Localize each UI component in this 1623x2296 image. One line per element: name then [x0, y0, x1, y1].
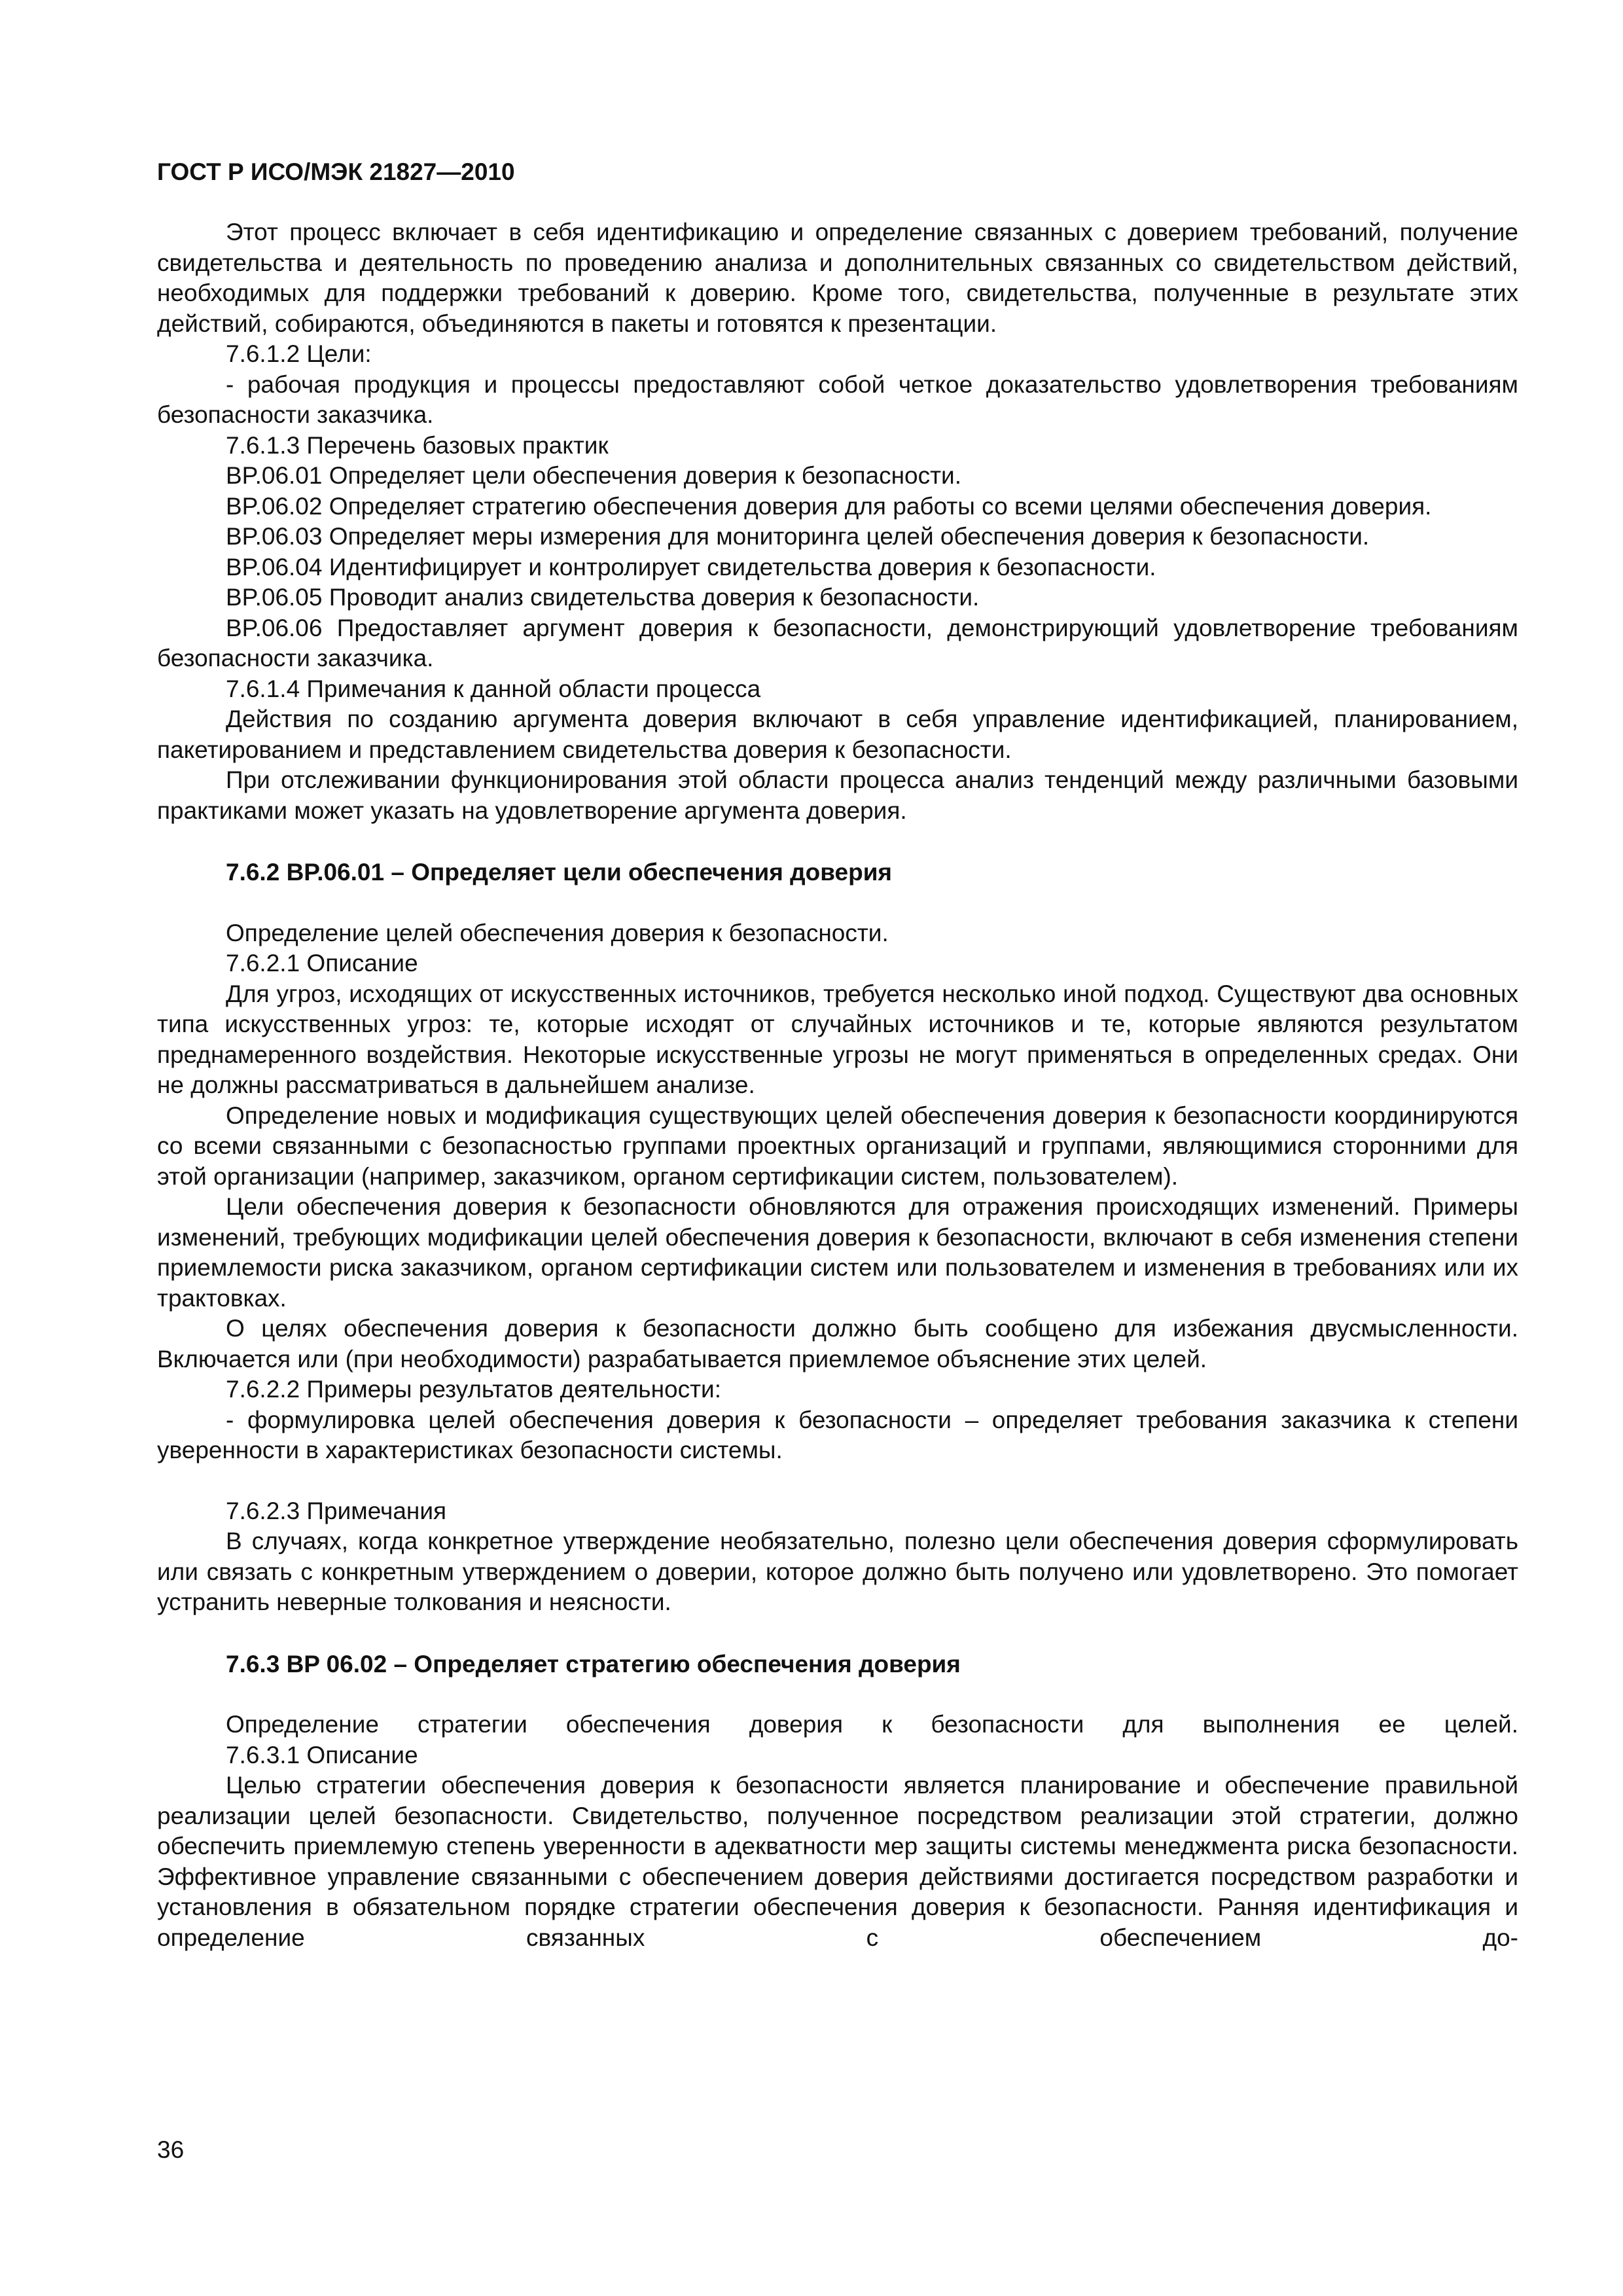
- page-number: 36: [157, 2136, 185, 2163]
- practice-item: BP.06.03 Определяет меры измерения для мониторинга целей обеспечения доверия к безопасности.: [226, 523, 1370, 550]
- paragraph: - рабочая продукция и процессы предоставляют собой четкое доказательство удовлетворения требованиям безопасности заказчика.: [157, 370, 1518, 428]
- paragraph: Для угроз, исходящих от искусственных источников, требуется несколько иной подход. Существуют два основных типа искусственных угроз: те, которые исходят от случайных источников и те, которые являются результатом преднамеренного воздействия. Некоторые искусственные угрозы не могут применяться в определенных средах. Они не должны рассматриваться в дальнейшем анализе.: [157, 980, 1518, 1098]
- practice-item: BP.06.02 Определяет стратегию обеспечения доверия для работы со всеми целями обеспечения доверия.: [226, 492, 1432, 520]
- clause-number: 7.6.3.1 Описание: [226, 1741, 418, 1768]
- paragraph: Определение новых и модификация существующих целей обеспечения доверия к безопасности координируются со всеми связанными с безопасностью группами проектных организаций и группами, являющимися сторонними для этой организации (например, заказчиком, органом сертификации систем, пользователем).: [157, 1102, 1518, 1190]
- paragraph: Действия по созданию аргумента доверия включают в себя управление идентификацией, планированием, пакетированием и представлением свидетельства доверия к безопасности.: [157, 706, 1518, 763]
- practice-item: BP.06.01 Определяет цели обеспечения доверия к безопасности.: [226, 462, 961, 489]
- clause-number: 7.6.2.2 Примеры результатов деятельности:: [226, 1376, 721, 1403]
- paragraph: В случаях, когда конкретное утверждение необязательно, полезно цели обеспечения доверия сформулировать или связать с конкретным утверждением о доверии, которое должно быть получено или удовлетворено. Это помогает устранить неверные толкования и неясности.: [157, 1528, 1518, 1615]
- paragraph: При отслеживании функционирования этой области процесса анализ тенденций между различными базовыми практиками может указать на удовлетворение аргумента доверия.: [157, 766, 1518, 824]
- section-heading: 7.6.3 BP 06.02 – Определяет стратегию обеспечения доверия: [226, 1650, 961, 1677]
- spacer: [157, 1466, 1518, 1496]
- clause-number: 7.6.1.3 Перечень базовых практик: [226, 431, 609, 459]
- intro-block: [157, 217, 1518, 826]
- practice-item: BP.06.06 Предоставляет аргумент доверия к безопасности, демонстрирующий удовлетворение требованиям безопасности заказчика.: [157, 614, 1518, 672]
- paragraph: Целью стратегии обеспечения доверия к безопасности является планирование и обеспечение правильной реализации целей безопасности. Свидетельство, полученное посредством реализации этой стратегии, должно обеспечить приемлемую степень уверенности в адекватности мер защиты системы менеджмента риска безопасности. Эффективное управление связанными с обеспечением доверия действиями достигается посредством разработки и установления в обязательном порядке стратегии обеспечения доверия к безопасности. Ранняя идентификация и определение связанных с обеспечением до-: [157, 1772, 1518, 1951]
- practice-item: BP.06.05 Проводит анализ свидетельства доверия к безопасности.: [226, 584, 980, 611]
- section-heading: 7.6.2 BP.06.01 – Определяет цели обеспечения доверия: [226, 859, 893, 886]
- clause-number: 7.6.2.1 Описание: [226, 950, 418, 977]
- paragraph: О целях обеспечения доверия к безопасности должно быть сообщено для избежания двусмысленности. Включается или (при необходимости) разрабатывается приемлемое объяснение этих целей.: [157, 1315, 1518, 1372]
- clause-number: 7.6.2.3 Примечания: [226, 1497, 447, 1524]
- section-762-body: [157, 918, 1518, 1618]
- practice-item: BP.06.04 Идентифицирует и контролирует свидетельства доверия к безопасности.: [226, 553, 1156, 581]
- paragraph: Определение стратегии обеспечения доверия к безопасности для выполнения ее целей.: [226, 1711, 1518, 1738]
- document-header: ГОСТ Р ИСО/МЭК 21827—2010: [157, 158, 515, 185]
- paragraph: - формулировка целей обеспечения доверия к безопасности – определяет требования заказчика к степени уверенности в характеристиках безопасности системы.: [157, 1406, 1518, 1463]
- paragraph: Определение целей обеспечения доверия к безопасности.: [226, 919, 889, 946]
- clause-number: 7.6.1.4 Примечания к данной области процесса: [226, 675, 761, 702]
- clause-number: 7.6.1.2 Цели:: [226, 340, 372, 367]
- document-page: [157, 157, 1518, 1953]
- section-763-body: [157, 1710, 1518, 1953]
- paragraph: Цели обеспечения доверия к безопасности обновляются для отражения происходящих изменений. Примеры изменений, требующих модификации целей обеспечения доверия к безопасности, включают в себя изменения степени приемлемости риска заказчиком, органом сертификации систем или пользователем и изменения в требованиях или их трактовках.: [157, 1193, 1518, 1312]
- paragraph: Этот процесс включает в себя идентификацию и определение связанных с доверием требований, получение свидетельства и деятельность по проведению анализа и дополнительных связанных со свидетельством действий, необходимых для поддержки требований к доверию. Кроме того, свидетельства, полученные в результате этих действий, собираются, объединяются в пакеты и готовятся к презентации.: [157, 219, 1518, 337]
